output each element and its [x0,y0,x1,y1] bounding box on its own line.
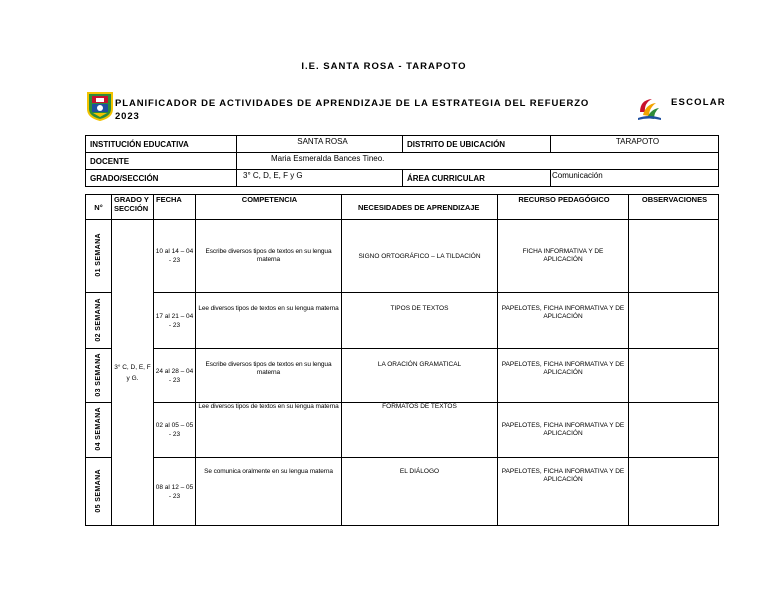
info-row-institucion [86,136,719,153]
distrito-label: DISTRITO DE UBICACIÓN [403,136,551,153]
grado-seccion-cell: 3° C, D, E, F y G. [112,220,154,526]
observacion-cell [629,458,719,526]
table-row [86,403,719,458]
semana-cell [86,349,112,403]
fecha-cell: 17 al 21 – 04 - 23 [154,293,196,349]
plan-title [115,97,589,123]
fecha-cell: 24 al 28 – 04 - 23 [154,349,196,403]
header-necesidades: NECESIDADES DE APRENDIZAJE [342,195,498,220]
plan-table-header [86,195,719,220]
table-row [86,220,719,293]
header-n: N° [86,195,112,220]
grado-value: 3° C, D, E, F y G [237,170,403,187]
header-fecha: FECHA [154,195,196,220]
header-observaciones: OBSERVACIONES [629,195,719,220]
semana-label: 04 SEMANA [95,407,102,451]
competencia-cell: Escribe diversos tipos de textos en su lengua materna [196,220,342,293]
semana-cell [86,293,112,349]
plan-title-line2: 2023 [115,111,140,122]
docente-label: DOCENTE [86,153,237,170]
header-grado: GRADO Y SECCIÓN [112,195,154,220]
recurso-cell: PAPELOTES, FICHA INFORMATIVA Y DE APLICACIÓN [498,403,629,458]
plan-title-line1: PLANIFICADOR DE ACTIVIDADES DE APRENDIZAJE DE LA ESTRATEGIA DEL REFUERZO [115,98,590,109]
distrito-value: TARAPOTO [551,136,719,153]
header-competencia: COMPETENCIA [196,195,342,220]
table-row [86,458,719,526]
school-crest-icon [85,91,115,121]
info-row-grado [86,170,719,187]
table-row [86,293,719,349]
necesidad-cell: FORMATOS DE TEXTOS [342,403,498,458]
info-table [85,135,719,187]
area-value: Comunicación [551,170,719,187]
necesidad-cell: SIGNO ORTOGRÁFICO – LA TILDACIÓN [342,220,498,293]
recurso-cell: PAPELOTES, FICHA INFORMATIVA Y DE APLICACIÓN [498,349,629,403]
institucion-value: SANTA ROSA [237,136,403,153]
semana-cell [86,458,112,526]
competencia-cell: Lee diversos tipos de textos en su lengua materna [196,293,342,349]
info-row-docente [86,153,719,170]
institucion-label: INSTITUCIÓN EDUCATIVA [86,136,237,153]
semana-label: 02 SEMANA [95,297,102,342]
necesidad-cell: EL DIÁLOGO [342,458,498,526]
fecha-cell: 02 al 05 – 05 - 23 [154,403,196,458]
semana-cell [86,403,112,458]
recurso-cell: PAPELOTES, FICHA INFORMATIVA Y DE APLICACIÓN [498,458,629,526]
semana-cell [86,220,112,293]
fecha-cell: 08 al 12 – 05 - 23 [154,458,196,526]
observacion-cell [629,403,719,458]
observacion-cell [629,220,719,293]
observacion-cell [629,293,719,349]
semana-label: 05 SEMANA [95,468,102,513]
plan-table [85,194,719,526]
observacion-cell [629,349,719,403]
grado-label: GRADO/SECCIÓN [86,170,237,187]
semana-label: 03 SEMANA [95,352,102,397]
school-name: I.E. SANTA ROSA - TARAPOTO [301,61,467,72]
competencia-cell: Se comunica oralmente en su lengua materna [196,458,342,526]
docente-value: Maria Esmeralda Bances Tineo. [237,153,719,170]
necesidad-cell: LA ORACIÓN GRAMATICAL [342,349,498,403]
fecha-cell: 10 al 14 – 04 - 23 [154,220,196,293]
header-recurso: RECURSO PEDAGÓGICO [498,195,629,220]
semana-label: 01 SEMANA [95,233,102,277]
area-label: ÁREA CURRICULAR [403,170,551,187]
recurso-cell: FICHA INFORMATIVA Y DE APLICACIÓN [498,220,629,293]
necesidad-cell: TIPOS DE TEXTOS [342,293,498,349]
ministry-logo-icon [634,94,664,124]
competencia-cell: Lee diversos tipos de textos en su lengua materna [196,403,342,458]
competencia-cell: Escribe diversos tipos de textos en su lengua materna [196,349,342,403]
escolar-label: ESCOLAR [671,97,726,108]
recurso-cell: PAPELOTES, FICHA INFORMATIVA Y DE APLICACIÓN [498,293,629,349]
table-row [86,349,719,403]
